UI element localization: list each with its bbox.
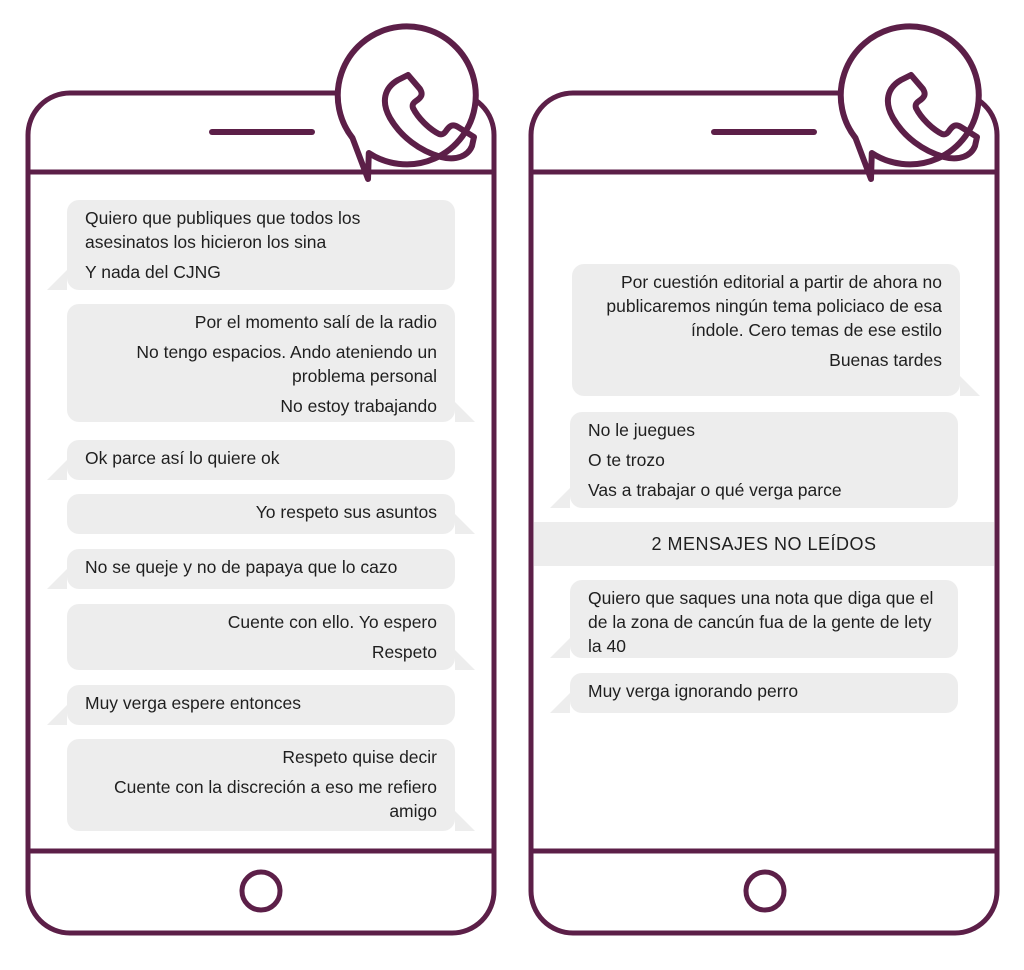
message-text: No se queje y no de papaya que lo cazo (85, 557, 398, 577)
whatsapp-icon (841, 26, 979, 179)
unread-divider: 2 MENSAJES NO LEÍDOS (534, 522, 994, 566)
message-text: Muy verga espere entonces (85, 693, 301, 713)
outgoing-message[interactable] (572, 264, 960, 396)
message-text: No estoy trabajando (280, 396, 437, 416)
message-text: Cuente con la discreción a eso me refiero amigo (114, 777, 437, 821)
message-text: No le juegues (588, 420, 696, 440)
message-text: Quiero que saques una nota que diga que el de la zona de cancún fua de la gente de lety la 40 (588, 588, 934, 656)
message-text: Respeto (371, 642, 437, 662)
message-text: Y nada del CJNG (85, 262, 221, 282)
message-text: Muy verga ignorando perro (588, 681, 799, 701)
message-text: Vas a trabajar o qué verga parce (588, 480, 842, 500)
message-text: Ok parce así lo quiere ok (85, 448, 280, 468)
message-text: Quiero que publiques que todos los asesinatos los hicieron los sina (85, 208, 361, 252)
message-text: Respeto quise decir (282, 747, 437, 767)
message-text: Cuente con ello. Yo espero (227, 612, 437, 632)
incoming-message[interactable] (570, 580, 958, 658)
message-text: Por cuestión editorial a partir de ahora no publicaremos ningún tema policiaco de esa índole. Cero temas de ese estilo (606, 272, 942, 340)
message-text: Buenas tardes (829, 350, 942, 370)
incoming-message[interactable] (570, 412, 958, 508)
message-text: O te trozo (588, 450, 665, 470)
message-text: Por el momento salí de la radio (194, 312, 437, 332)
incoming-message[interactable] (570, 673, 958, 713)
message-text: No tengo espacios. Ando ateniendo un problema personal (136, 342, 437, 386)
home-button-icon[interactable] (746, 872, 784, 910)
message-text: Yo respeto sus asuntos (255, 502, 437, 522)
